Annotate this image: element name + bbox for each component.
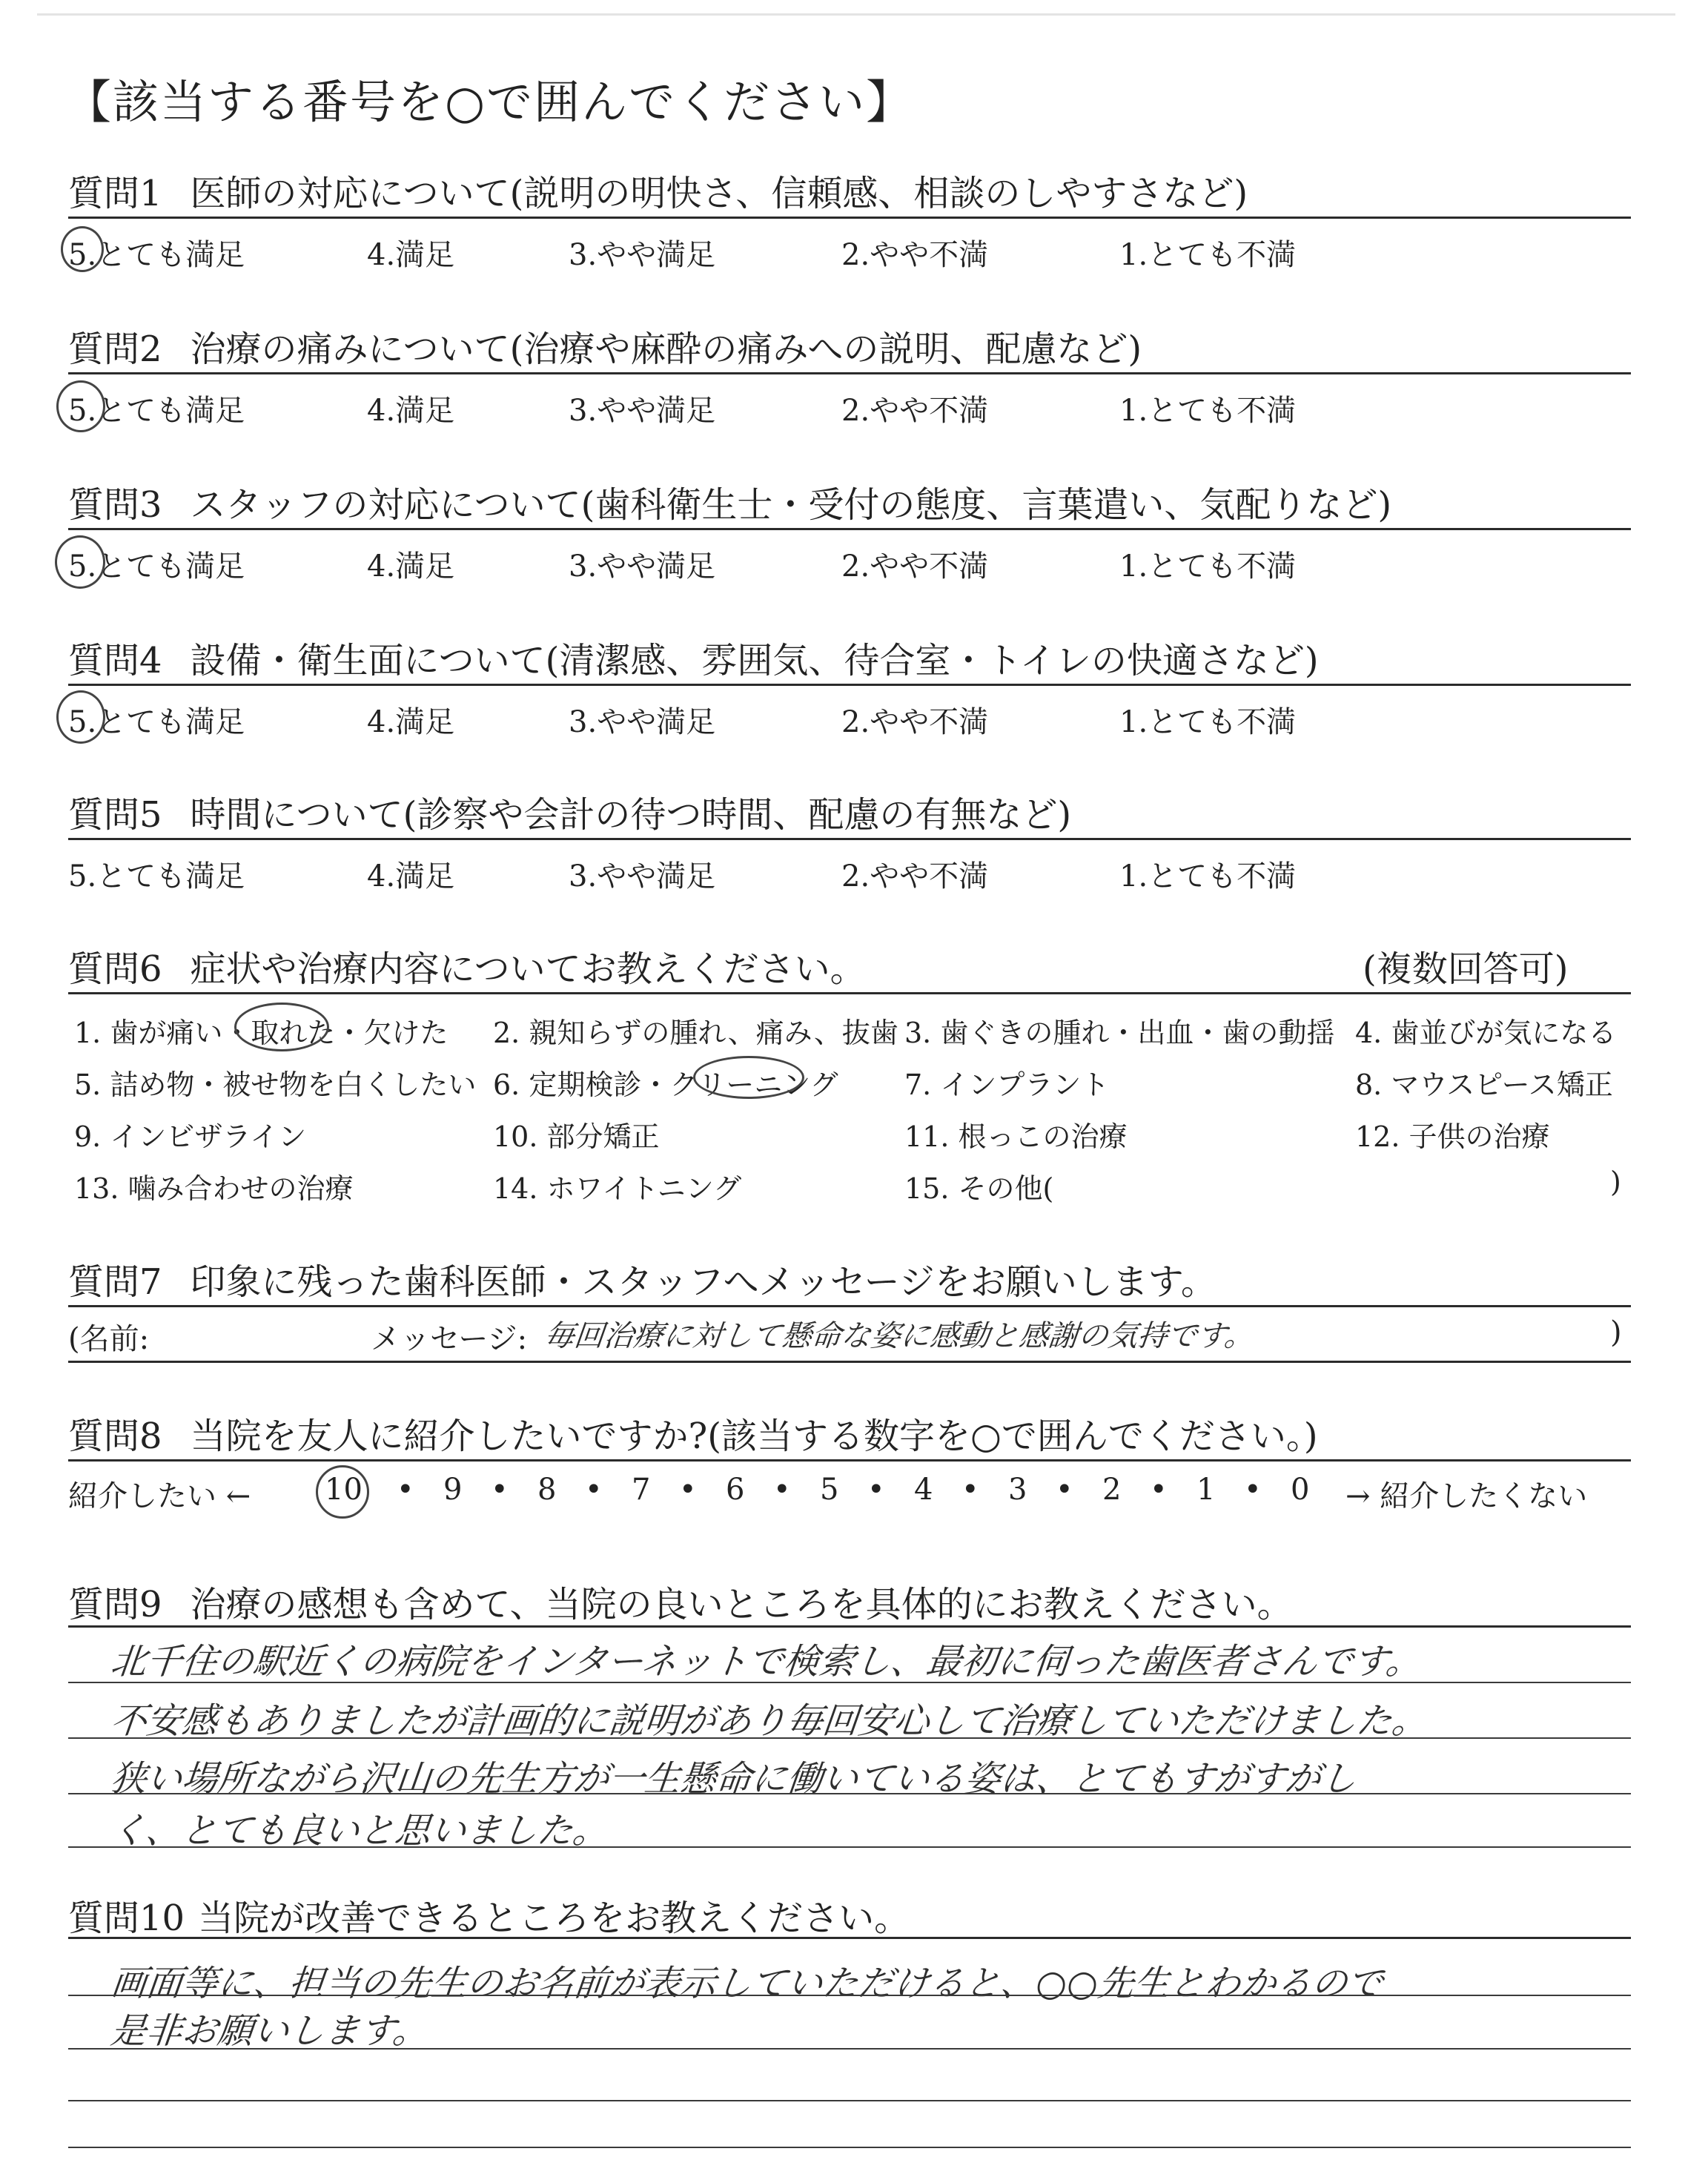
symptom-option[interactable]: 13. 噛み合わせの治療 — [74, 1172, 354, 1205]
handwritten-line: 画面等に、担当の先生のお名前が表示していただけると、○○先生とわかるので — [108, 1963, 1386, 2004]
question-8 — [68, 1407, 1318, 1459]
rating-option-1[interactable]: 1.とても不満 — [1119, 549, 1297, 584]
scale-value-3[interactable]: 3 — [1008, 1473, 1027, 1507]
question-5 — [68, 786, 1071, 837]
scale-dot: • — [679, 1473, 697, 1507]
page-title: 【該当する番号を○で囲んでください】 — [65, 75, 914, 129]
selected-circle-mark — [55, 535, 105, 589]
symptom-option[interactable]: 15. その他( — [904, 1172, 1054, 1205]
circled-option-mark — [693, 1056, 804, 1099]
scale-dot: • — [1056, 1473, 1073, 1507]
scale-value-5[interactable]: 5 — [820, 1473, 839, 1507]
question-text: 当院が改善できるところをお教えください。 — [198, 1898, 910, 1939]
rating-option-5[interactable]: 5.とても満足 — [68, 859, 245, 894]
question-text: 治療の痛みについて(治療や麻酔の痛みへの説明、配慮など) — [190, 328, 1142, 370]
scale-dot: • — [961, 1473, 979, 1507]
scale-value-1[interactable]: 1 — [1196, 1473, 1216, 1507]
question-rule — [68, 1625, 1631, 1628]
question-label: 質問7 — [68, 1261, 162, 1303]
handwritten-line: く、とても良いと思いました。 — [108, 1810, 611, 1852]
scale-right-label: → 紹介したくない — [1345, 1479, 1588, 1513]
name-label: (名前: — [68, 1322, 150, 1356]
symptom-option[interactable]: 6. 定期検診・クリーニング — [493, 1069, 838, 1101]
scale-left-label: 紹介したい ← — [68, 1479, 251, 1513]
symptom-option[interactable]: 12. 子供の治療 — [1355, 1120, 1550, 1153]
question-3 — [68, 476, 1391, 527]
handwritten-line: 北千住の駅近くの病院をインターネットで検索し、最初に伺った歯医者さんです。 — [108, 1641, 1424, 1682]
rating-option-3[interactable]: 3.やや満足 — [569, 859, 716, 894]
question-1 — [68, 165, 1248, 216]
question-label: 質問1 — [68, 173, 162, 214]
question-rule — [68, 1305, 1631, 1307]
rating-option-4[interactable]: 4.満足 — [367, 705, 455, 739]
scale-dot: • — [867, 1473, 885, 1507]
scale-value-8[interactable]: 8 — [537, 1473, 557, 1507]
symptom-option[interactable]: 3. 歯ぐきの腫れ・出血・歯の動揺 — [904, 1017, 1335, 1049]
rating-option-2[interactable]: 2.やや不満 — [841, 705, 989, 739]
selected-circle-mark — [61, 226, 104, 272]
message-rule — [68, 1361, 1631, 1363]
symptom-option[interactable]: 4. 歯並びが気になる — [1355, 1017, 1617, 1049]
rating-option-4[interactable]: 4.満足 — [367, 394, 455, 428]
rating-option-4[interactable]: 4.満足 — [367, 238, 455, 272]
scale-value-0[interactable]: 0 — [1291, 1473, 1310, 1507]
rating-option-1[interactable]: 1.とても不満 — [1119, 859, 1297, 894]
question-label: 質問9 — [68, 1584, 162, 1625]
scale-value-6[interactable]: 6 — [726, 1473, 745, 1507]
symptom-option[interactable]: 10. 部分矯正 — [493, 1120, 660, 1153]
rating-option-3[interactable]: 3.やや満足 — [569, 705, 716, 739]
question-4 — [68, 632, 1319, 683]
question-text: スタッフの対応について(歯科衛生士・受付の態度、言葉遣い、気配りなど) — [190, 484, 1392, 526]
question-text: 時間について(診察や会計の待つ時間、配慮の有無など) — [190, 794, 1072, 836]
scale-dot: • — [491, 1473, 509, 1507]
other-close-paren: ) — [1610, 1166, 1621, 1198]
top-edge-line — [37, 13, 1675, 16]
rating-option-5[interactable]: 5.とても満足 — [68, 394, 245, 428]
question-rule — [68, 217, 1631, 219]
scale-dot: • — [1150, 1473, 1168, 1507]
symptom-option[interactable]: 5. 詰め物・被せ物を白くしたい — [74, 1069, 477, 1101]
scale-value-4[interactable]: 4 — [914, 1473, 933, 1507]
scale-dot: • — [1244, 1473, 1262, 1507]
question-text: 印象に残った歯科医師・スタッフへメッセージをお願いします。 — [190, 1261, 1217, 1303]
symptom-option[interactable]: 11. 根っこの治療 — [904, 1120, 1128, 1153]
selected-circle-mark — [56, 690, 105, 744]
scale-value-9[interactable]: 9 — [443, 1473, 463, 1507]
multiple-answer-note: (複数回答可) — [1363, 948, 1569, 990]
scale-value-2[interactable]: 2 — [1102, 1473, 1122, 1507]
rating-option-4[interactable]: 4.満足 — [367, 859, 455, 894]
question-2 — [68, 320, 1142, 371]
writing-rule — [68, 2147, 1631, 2148]
writing-rule — [68, 2100, 1631, 2101]
symptom-option[interactable]: 7. インプラント — [904, 1069, 1110, 1101]
question-text: 症状や治療内容についてお教えください。 — [190, 948, 866, 990]
handwritten-line: 狭い場所ながら沢山の先生方が一生懸命に働いている姿は、とてもすがすがし — [108, 1758, 1359, 1800]
question-text: 設備・衛生面について(清潔感、雰囲気、待合室・トイレの快適さなど) — [190, 640, 1319, 681]
question-label: 質問2 — [68, 328, 162, 370]
question-rule — [68, 838, 1631, 840]
question-7 — [68, 1253, 1217, 1304]
rating-option-1[interactable]: 1.とても不満 — [1119, 238, 1297, 272]
rating-option-2[interactable]: 2.やや不満 — [841, 394, 989, 428]
rating-option-3[interactable]: 3.やや満足 — [569, 394, 716, 428]
message-label: メッセージ: — [371, 1322, 528, 1356]
circled-option-mark — [234, 1003, 329, 1051]
scale-dot: • — [773, 1473, 791, 1507]
selected-circle-mark — [56, 380, 105, 432]
question-rule — [68, 992, 1631, 994]
symptom-option[interactable]: 14. ホワイトニング — [493, 1172, 742, 1205]
question-label: 質問8 — [68, 1416, 162, 1457]
rating-option-2[interactable]: 2.やや不満 — [841, 549, 989, 584]
handwritten-message: 毎回治療に対して懸命な姿に感動と感謝の気持です。 — [543, 1319, 1256, 1353]
question-label: 質問6 — [68, 948, 162, 990]
rating-option-5[interactable]: 5.とても満足 — [68, 705, 245, 739]
question-label: 質問3 — [68, 484, 162, 526]
symptom-option[interactable]: 9. インビザライン — [74, 1120, 307, 1153]
question-9 — [68, 1576, 1293, 1627]
selected-circle-mark — [316, 1465, 369, 1519]
question-text: 医師の対応について(説明の明快さ、信頼感、相談のしやすさなど) — [190, 173, 1248, 214]
writing-rule — [68, 1682, 1631, 1683]
question-label: 質問10 — [68, 1898, 185, 1939]
handwritten-line: 不安感もありましたが計画的に説明があり毎回安心して治療していただけました。 — [108, 1700, 1430, 1742]
close-paren: ) — [1610, 1315, 1622, 1350]
question-6 — [68, 940, 866, 991]
rating-option-2[interactable]: 2.やや不満 — [841, 859, 989, 894]
symptom-option[interactable]: 1. 歯が痛い・取れた・欠けた — [74, 1017, 448, 1049]
question-label: 質問4 — [68, 640, 162, 681]
writing-rule — [68, 1793, 1631, 1794]
writing-rule — [68, 1737, 1631, 1739]
scale-value-10[interactable]: 10 — [325, 1473, 363, 1507]
writing-rule — [68, 1995, 1631, 1996]
scale-dot: • — [397, 1473, 414, 1507]
handwritten-line: 是非お願いします。 — [108, 2010, 431, 2052]
rating-option-5[interactable]: 5.とても満足 — [68, 549, 245, 584]
writing-rule — [68, 2048, 1631, 2050]
question-rule — [68, 1937, 1631, 1939]
rating-option-3[interactable]: 3.やや満足 — [569, 549, 716, 584]
rating-option-2[interactable]: 2.やや不満 — [841, 238, 989, 272]
rating-option-1[interactable]: 1.とても不満 — [1119, 705, 1297, 739]
symptom-option[interactable]: 2. 親知らずの腫れ、痛み、抜歯 — [493, 1017, 898, 1049]
scale-dot: • — [585, 1473, 603, 1507]
rating-option-1[interactable]: 1.とても不満 — [1119, 394, 1297, 428]
question-label: 質問5 — [68, 794, 162, 836]
question-rule — [68, 372, 1631, 374]
rating-option-4[interactable]: 4.満足 — [367, 549, 455, 584]
rating-option-3[interactable]: 3.やや満足 — [569, 238, 716, 272]
question-rule — [68, 528, 1631, 530]
scale-value-7[interactable]: 7 — [632, 1473, 651, 1507]
question-rule — [68, 684, 1631, 686]
question-text: 治療の感想も含めて、当院の良いところを具体的にお教えください。 — [190, 1584, 1293, 1625]
writing-rule — [68, 1846, 1631, 1848]
question-rule — [68, 1459, 1631, 1462]
symptom-option[interactable]: 8. マウスピース矯正 — [1355, 1069, 1613, 1101]
question-text: 当院を友人に紹介したいですか?(該当する数字を○で囲んでください。) — [190, 1416, 1318, 1457]
question-10 — [68, 1889, 910, 1941]
rating-option-5[interactable]: 5.とても満足 — [68, 238, 245, 272]
